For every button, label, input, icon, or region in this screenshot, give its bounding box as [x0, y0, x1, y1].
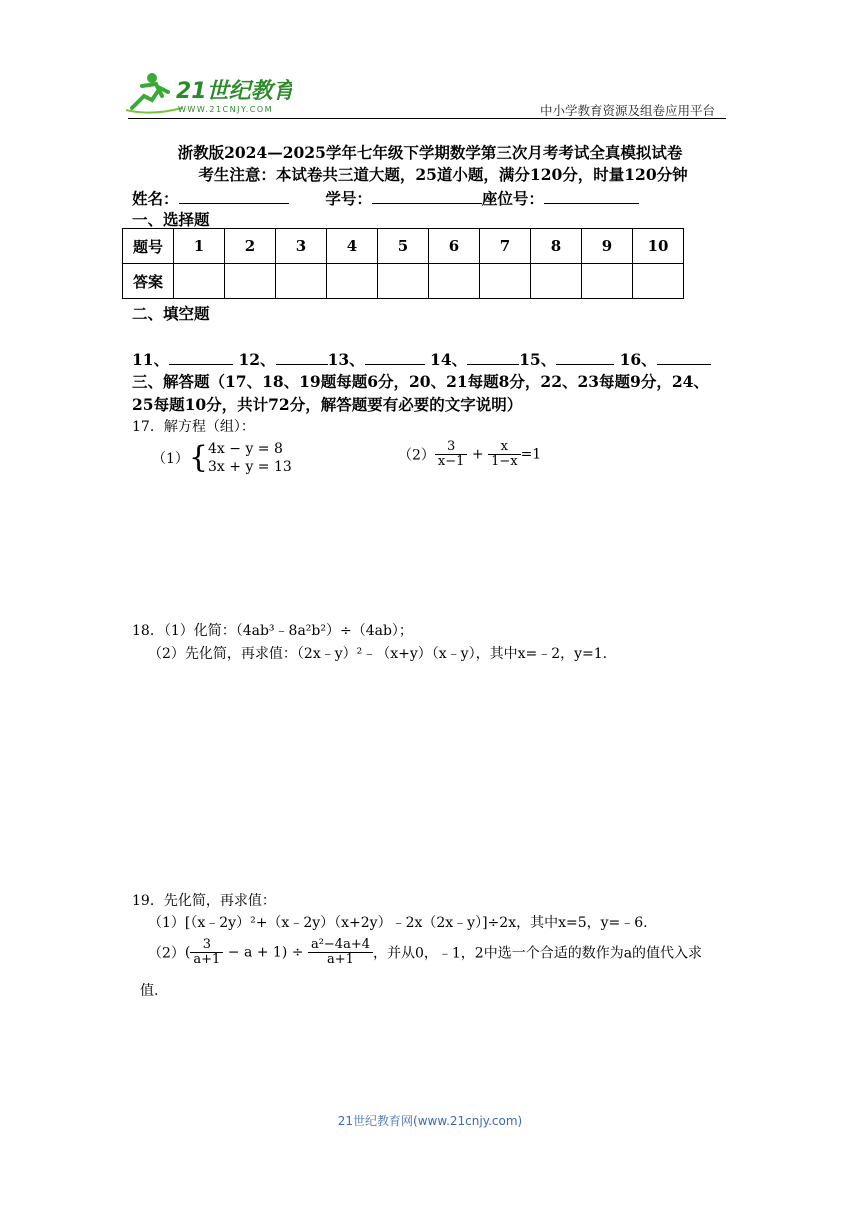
q17-part2: [398, 440, 541, 469]
blank-12[interactable]: [276, 348, 328, 365]
q19-line1: （1）[（x﹣2y）²+（x﹣2y）（x+2y）﹣2x（2x﹣y）]÷2x，其中x=5，y=﹣6.: [148, 915, 648, 931]
student-info: [132, 187, 639, 209]
q17-eq2: 3x + y = 13: [208, 459, 292, 475]
id-field[interactable]: [372, 187, 482, 204]
seat-label: 座位号：: [481, 189, 544, 208]
row-header-answer: 答案: [123, 264, 174, 299]
answer-cell[interactable]: [276, 264, 327, 299]
question-number: 5: [378, 229, 429, 264]
blank-label-14: 14、: [430, 350, 468, 369]
blank-11[interactable]: [169, 348, 233, 365]
blank-label-16: 16、: [619, 350, 657, 369]
q17-fraction-1: $\frac{3}{x-1}$: [435, 440, 468, 469]
answer-cell[interactable]: [429, 264, 480, 299]
blank-label-15: 15、: [519, 350, 557, 369]
question-number: 7: [480, 229, 531, 264]
blank-15[interactable]: [556, 348, 614, 365]
question-number: 2: [225, 229, 276, 264]
answer-cell[interactable]: [582, 264, 633, 299]
brace-icon: {: [188, 440, 209, 475]
blank-label-13: 13、: [327, 350, 365, 369]
id-label: 学号：: [325, 189, 372, 208]
section3-title-line2: 25每题10分，共计72分，解答题要有必要的文字说明）: [132, 395, 523, 414]
section2-title: 二、填空题: [132, 304, 210, 323]
platform-name: 中小学教育资源及组卷应用平台: [540, 103, 716, 118]
name-field[interactable]: [179, 187, 289, 204]
q19-fraction-1: $\frac{3}{a+1}$: [190, 938, 223, 967]
q19-tail2: 值.: [140, 983, 159, 999]
blank-14[interactable]: [467, 348, 519, 365]
q19-p2-label: （2）: [148, 945, 185, 962]
q17-p1-label: （1）: [152, 451, 189, 467]
q17-plus: +: [471, 446, 484, 463]
question-number: 3: [276, 229, 327, 264]
q17-stem: 17．解方程（组）：: [132, 419, 255, 435]
answer-cell[interactable]: [327, 264, 378, 299]
logo: [122, 70, 292, 116]
answer-cell[interactable]: [480, 264, 531, 299]
q17-eq1: 4x − y = 8: [208, 441, 283, 457]
question-number: 4: [327, 229, 378, 264]
question-number: 10: [633, 229, 684, 264]
q19-fraction-2: $\frac{\text{a²−4a+4}}{a+1}$: [308, 938, 373, 967]
q17-fraction-2: $\frac{x}{1-x}$: [488, 440, 521, 469]
blank-16[interactable]: [657, 348, 711, 365]
footer-text[interactable]: 21世纪教育网(www.21cnjy.com): [337, 1114, 523, 1128]
section3-title-line1: 三、解答题（17、18、19题每题6分，20、21每题8分，22、23每题9分，24、: [132, 372, 709, 391]
table-row: [123, 264, 684, 299]
runner-logo-icon: [122, 70, 292, 116]
question-number: 6: [429, 229, 480, 264]
question-number: 1: [174, 229, 225, 264]
row-header-number: 题号: [123, 229, 174, 264]
seat-field[interactable]: [544, 187, 639, 204]
answer-cell[interactable]: [174, 264, 225, 299]
header-divider: [128, 118, 726, 119]
answer-table: [122, 228, 684, 299]
q19-part2: （2）( $\frac{3}{a+1}$ − a + 1) ÷ $\frac{\text{a²−4a+4}}{a+1}$ ，并从0，﹣1，2中选一个合适的数作为a的值代入求: [148, 937, 703, 967]
blank-label-12: 12、: [238, 350, 276, 369]
table-row: [123, 229, 684, 264]
blank-label-11: 11、: [132, 350, 170, 369]
q17-p2-label: （2）: [398, 447, 435, 464]
answer-cell[interactable]: [531, 264, 582, 299]
q17-part1: [152, 440, 292, 476]
q18-line1: 18．（1）化简：（4ab³﹣8a²b²）÷（4ab）；: [132, 623, 413, 639]
name-label: 姓名：: [132, 189, 179, 208]
logo-text: 21世纪教育: [176, 79, 292, 104]
q18-line2: （2）先化简，再求值：（2x﹣y）²﹣（x+y）（x﹣y），其中x=﹣2，y=1.: [148, 646, 608, 662]
question-number: 8: [531, 229, 582, 264]
answer-cell[interactable]: [225, 264, 276, 299]
logo-url: WWW.21CNJY.COM: [178, 105, 274, 114]
q17-rhs: =1: [520, 446, 542, 463]
answer-cell[interactable]: [633, 264, 684, 299]
q19-mid: − a + 1) ÷: [227, 944, 304, 961]
answer-cell[interactable]: [378, 264, 429, 299]
exam-notice: 考生注意：本试卷共三道大题，25道小题，满分120分，时量120分钟: [198, 165, 688, 184]
q19-stem: 19．先化简，再求值：: [132, 893, 276, 909]
fill-blank-row: [132, 348, 711, 370]
blank-13[interactable]: [365, 348, 425, 365]
exam-title: 浙教版2024—2025学年七年级下学期数学第三次月考考试全真模拟试卷: [177, 143, 683, 162]
question-number: 9: [582, 229, 633, 264]
q19-tail: ，并从0，﹣1，2中选一个合适的数作为a的值代入求: [372, 945, 703, 962]
section1-title: 一、选择题: [132, 210, 210, 229]
